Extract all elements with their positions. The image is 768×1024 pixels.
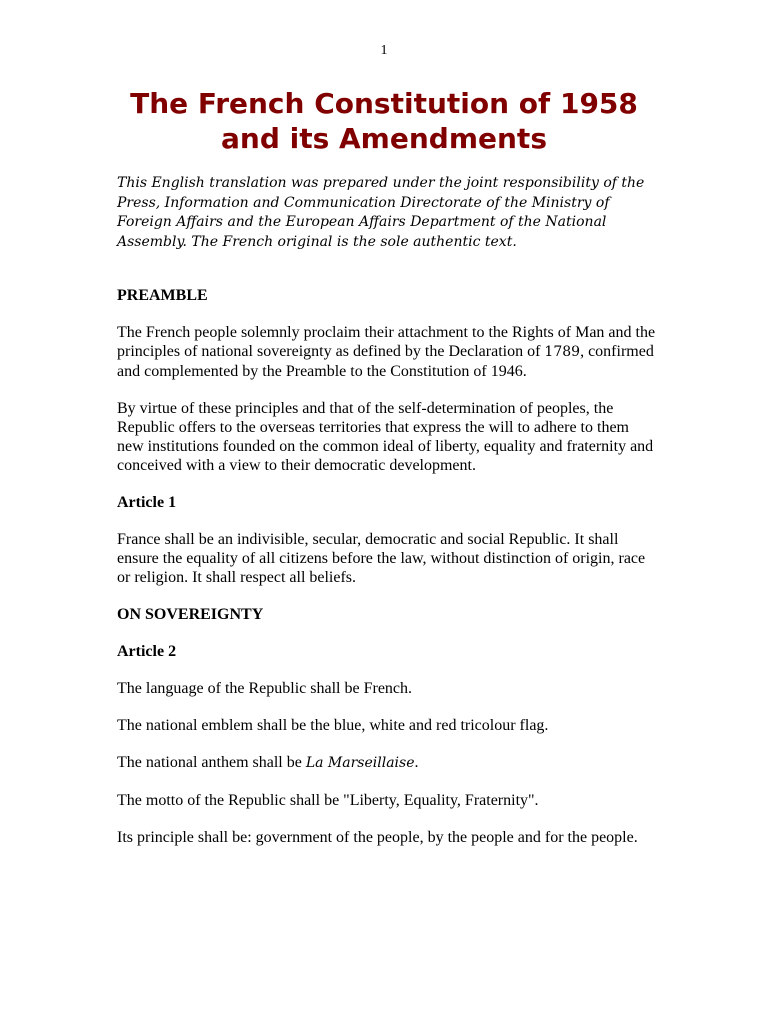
anthem-text-b: . <box>414 754 419 771</box>
preamble-paragraph-1 <box>117 323 657 381</box>
article-1-text: France shall be an indivisible, secular, democratic and social Republic. It shall ensure the equality of all citizens before the law, without distinction of origin, race or religion. It shall respect all beliefs. <box>117 531 646 586</box>
article-1-heading: Article 1 <box>117 494 177 511</box>
preamble-paragraph-2: By virtue of these principles and that of the self-determination of peoples, the Republic offers to the overseas territories that express the will to adhere to them new institutions founded on the common ideal of liberty, equality and fraternity and conceived with a view to their democratic development. <box>117 400 654 474</box>
anthem-text-a: The national anthem shall be <box>117 754 306 771</box>
document-body <box>117 286 657 865</box>
article-2-paragraph-5: Its principle shall be: government of the people, by the people and for the people. <box>117 829 638 846</box>
preamble-p1-year: 1789 <box>544 344 581 360</box>
article-2-paragraph-3 <box>117 753 657 773</box>
preamble-p1-text-a: The French people solemnly proclaim their attachment to the Rights of Man and the principles of national sovereignty as defined by the Declaration of <box>117 324 656 360</box>
anthem-name: La Marseillaise <box>305 755 415 771</box>
article-2-heading: Article 2 <box>117 643 177 660</box>
document-title: The French Constitution of 1958 and its Amendments <box>130 87 638 155</box>
sovereignty-heading: ON SOVEREIGNTY <box>117 606 264 623</box>
page-number: 1 <box>380 43 388 58</box>
translation-note: This English translation was prepared under the joint responsibility of the Press, Information and Communication Directorate of the Ministry of Foreign Affairs and the European Affairs Department of the National Assembly. The French original is the sole authentic text. <box>117 175 645 250</box>
article-2-paragraph-1: The language of the Republic shall be French. <box>117 680 413 697</box>
preamble-heading: PREAMBLE <box>117 287 208 304</box>
preamble-p1-text-b: , confirmed and complemented by the Preamble to the Constitution of 1946. <box>117 343 654 380</box>
article-2-paragraph-4: The motto of the Republic shall be "Liberty, Equality, Fraternity". <box>117 792 539 809</box>
article-2-paragraph-2: The national emblem shall be the blue, white and red tricolour flag. <box>117 717 549 734</box>
